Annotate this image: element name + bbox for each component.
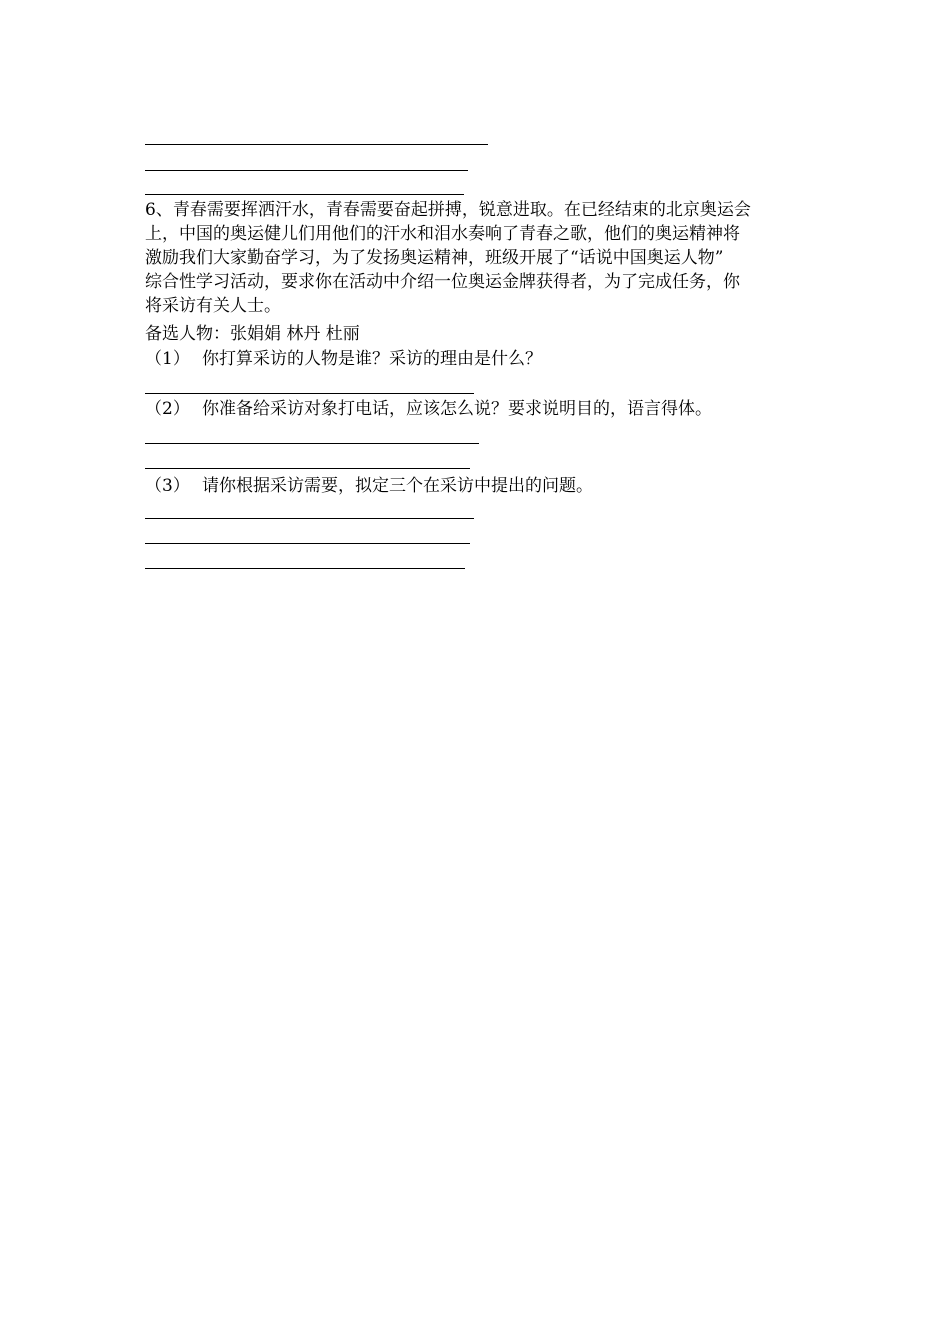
question-6-paragraph: [145, 198, 825, 318]
sub-question-number: （2）: [145, 399, 190, 419]
sub-question-text: 你准备给采访对象打电话，应该怎么说？要求说明目的，语言得体。: [202, 399, 712, 419]
sub-question-number: （1）: [145, 349, 190, 369]
answer-line: [145, 194, 464, 195]
answer-line: [145, 144, 488, 145]
sub-question-number: （3）: [145, 476, 190, 496]
answer-line: [145, 543, 470, 544]
answer-line: [145, 518, 474, 519]
candidate-list: 备选人物：张娟娟 林丹 杜丽: [145, 324, 360, 344]
sub-question-text: 请你根据采访需要，拟定三个在采访中提出的问题。: [202, 476, 593, 496]
paragraph-line: 上，中国的奥运健儿们用他们的汗水和泪水奏响了青春之歌，他们的奥运精神将: [145, 224, 740, 244]
sub-question-1: [145, 347, 542, 371]
answer-line: [145, 170, 468, 171]
sub-question-2: [145, 397, 712, 421]
paragraph-line: 将采访有关人士。: [145, 296, 281, 316]
sub-question-text: 你打算采访的人物是谁？采访的理由是什么？: [202, 349, 542, 369]
sub-question-3: [145, 474, 593, 498]
answer-line: [145, 393, 474, 394]
answer-line: [145, 443, 479, 444]
paragraph-line: 6、青春需要挥洒汗水，青春需要奋起拼搏，锐意进取。在已经结束的北京奥运会: [145, 200, 751, 220]
paragraph-line: 激励我们大家勤奋学习，为了发扬奥运精神，班级开展了“话说中国奥运人物”: [145, 248, 724, 268]
answer-line: [145, 468, 470, 469]
answer-line: [145, 568, 465, 569]
paragraph-line: 综合性学习活动，要求你在活动中介绍一位奥运金牌获得者，为了完成任务，你: [145, 272, 740, 292]
